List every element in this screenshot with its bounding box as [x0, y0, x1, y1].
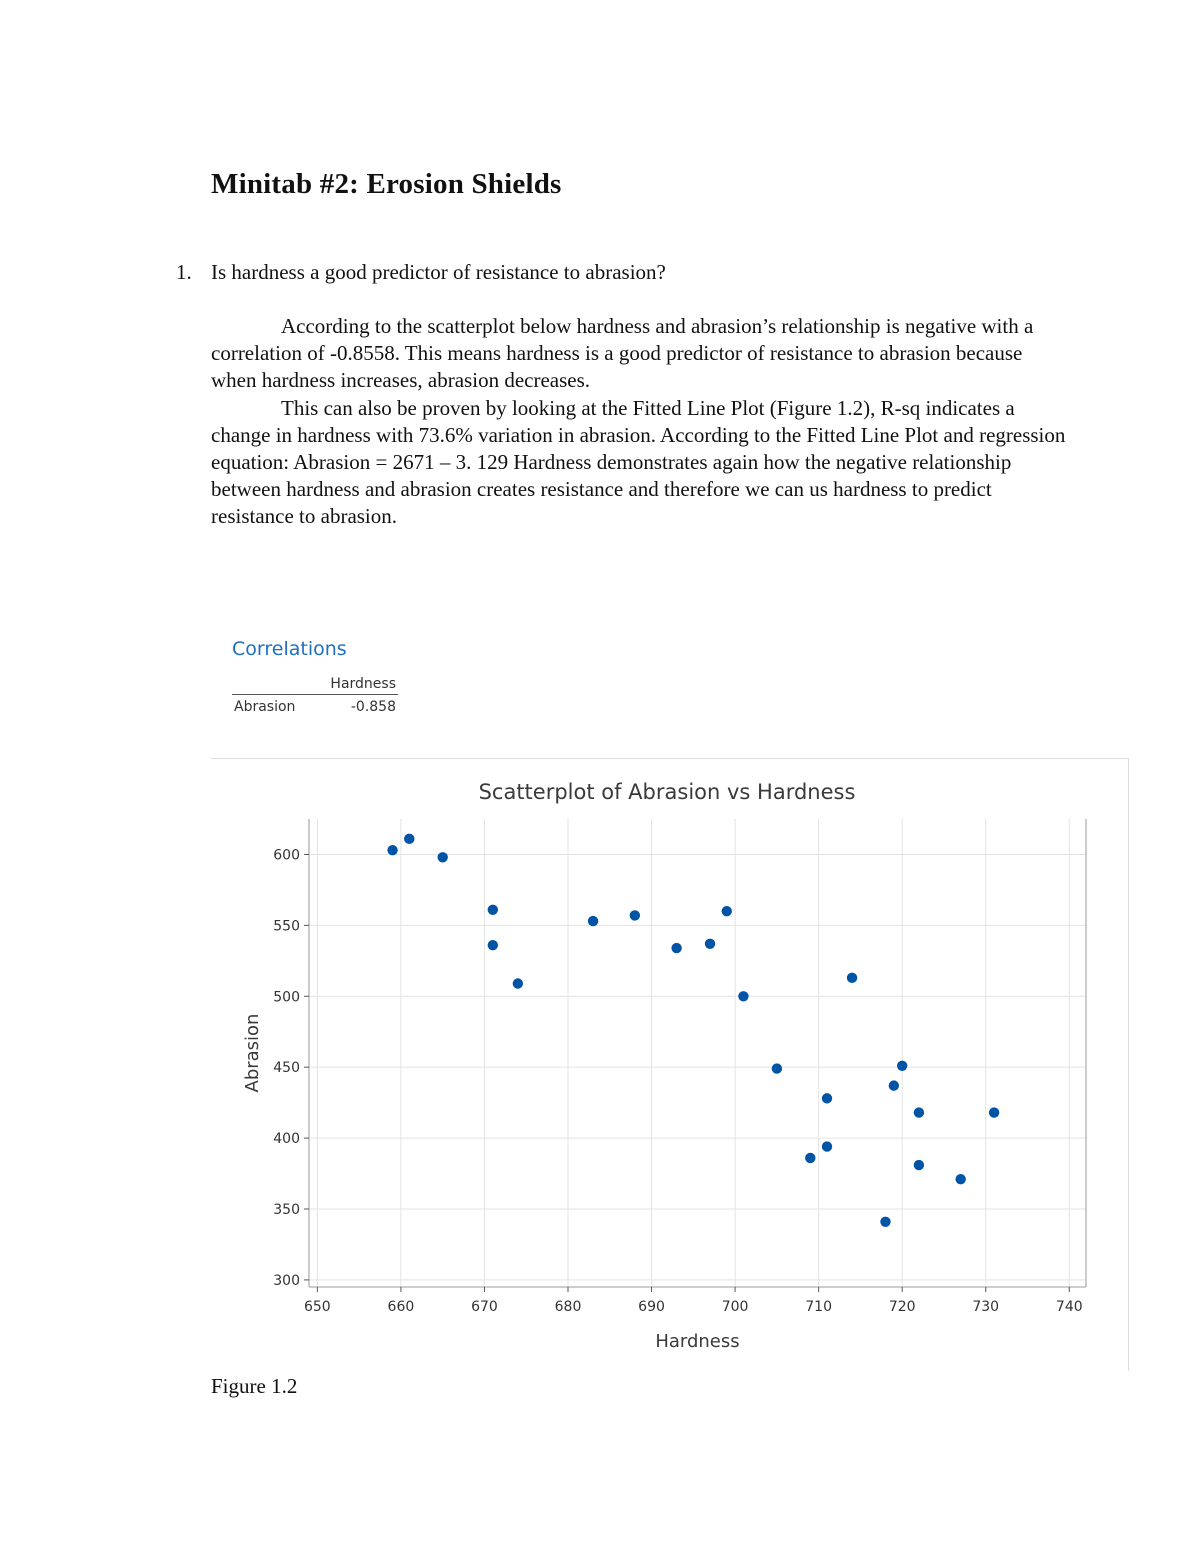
data-point: [805, 1153, 815, 1163]
y-tick-label: 400: [273, 1131, 300, 1148]
data-point: [588, 916, 598, 926]
y-tick-label: 300: [273, 1272, 300, 1289]
y-axis-label: Abrasion: [242, 1013, 263, 1093]
correlations-row-label: Abrasion: [234, 699, 296, 715]
data-point: [914, 1107, 924, 1117]
correlations-output: [232, 638, 398, 715]
x-tick-label: 670: [471, 1299, 498, 1315]
data-point: [897, 1061, 907, 1071]
y-tick-label: 350: [273, 1202, 300, 1218]
data-point: [513, 978, 523, 988]
x-tick-label: 650: [303, 1299, 331, 1315]
figure-caption: Figure 1.2: [211, 1374, 298, 1398]
document-title: Minitab #2: Erosion Shields: [211, 168, 562, 200]
data-point: [738, 991, 748, 1001]
answer-paragraph-1: According to the scatterplot below hardness and abrasion’s relationship is negative with a correlation of -0.8558. This means hardness is a good predictor of resistance to abrasion because when hardness increases, abrasion decreases.: [211, 314, 1034, 393]
y-tick-label: 600: [273, 847, 300, 864]
data-point: [772, 1063, 782, 1073]
correlations-table: [232, 676, 398, 715]
question-text: Is hardness a good predictor of resistance to abrasion?: [211, 260, 666, 284]
data-point: [404, 834, 414, 844]
x-tick-label: 710: [805, 1299, 833, 1315]
data-point: [955, 1174, 965, 1184]
y-tick-label: 450: [273, 1060, 300, 1077]
scatterplot-frame: [211, 758, 1129, 1371]
data-point: [671, 943, 681, 953]
data-point: [488, 940, 498, 950]
correlations-title: Correlations: [232, 638, 347, 660]
data-point: [488, 905, 498, 915]
x-tick-label: 660: [387, 1299, 415, 1315]
x-tick-label: 730: [972, 1299, 1000, 1315]
x-tick-label: 680: [554, 1299, 582, 1315]
data-point: [722, 906, 732, 916]
correlations-value: -0.858: [350, 699, 396, 715]
data-point: [437, 852, 447, 862]
data-point: [387, 845, 397, 855]
data-point: [822, 1141, 832, 1151]
data-point: [989, 1107, 999, 1117]
x-tick-label: 700: [721, 1299, 749, 1315]
x-tick-label: 690: [638, 1299, 665, 1315]
x-tick-label: 720: [888, 1299, 916, 1315]
data-point: [705, 939, 715, 949]
chart-title: Scatterplot of Abrasion vs Hardness: [478, 780, 856, 804]
question-number: 1.: [176, 260, 192, 284]
data-point: [822, 1093, 832, 1103]
y-tick-label: 550: [273, 918, 300, 935]
data-point: [880, 1217, 890, 1227]
x-axis-label: Hardness: [655, 1331, 740, 1352]
correlations-column-header: Hardness: [322, 676, 398, 695]
data-point: [889, 1080, 899, 1090]
answer-body: [211, 313, 1071, 531]
scatterplot-chart: [211, 759, 1128, 1371]
x-tick-label: 740: [1055, 1299, 1083, 1315]
y-tick-label: 500: [273, 989, 300, 1006]
answer-paragraph-2: This can also be proven by looking at the Fitted Line Plot (Figure 1.2), R-sq indicates a change in hardness with 73.6% variation in abrasion. According to the Fitted Line Plot and regression equation: Abrasion = 2671 – 3. 129 Hardness demonstrates again how the negative relationship between hardness and abrasion creates resistance and therefore we can us hardness to predict resistance to abrasion.: [211, 395, 1066, 529]
data-point: [630, 910, 640, 920]
data-point: [914, 1160, 924, 1170]
data-point: [847, 973, 857, 983]
